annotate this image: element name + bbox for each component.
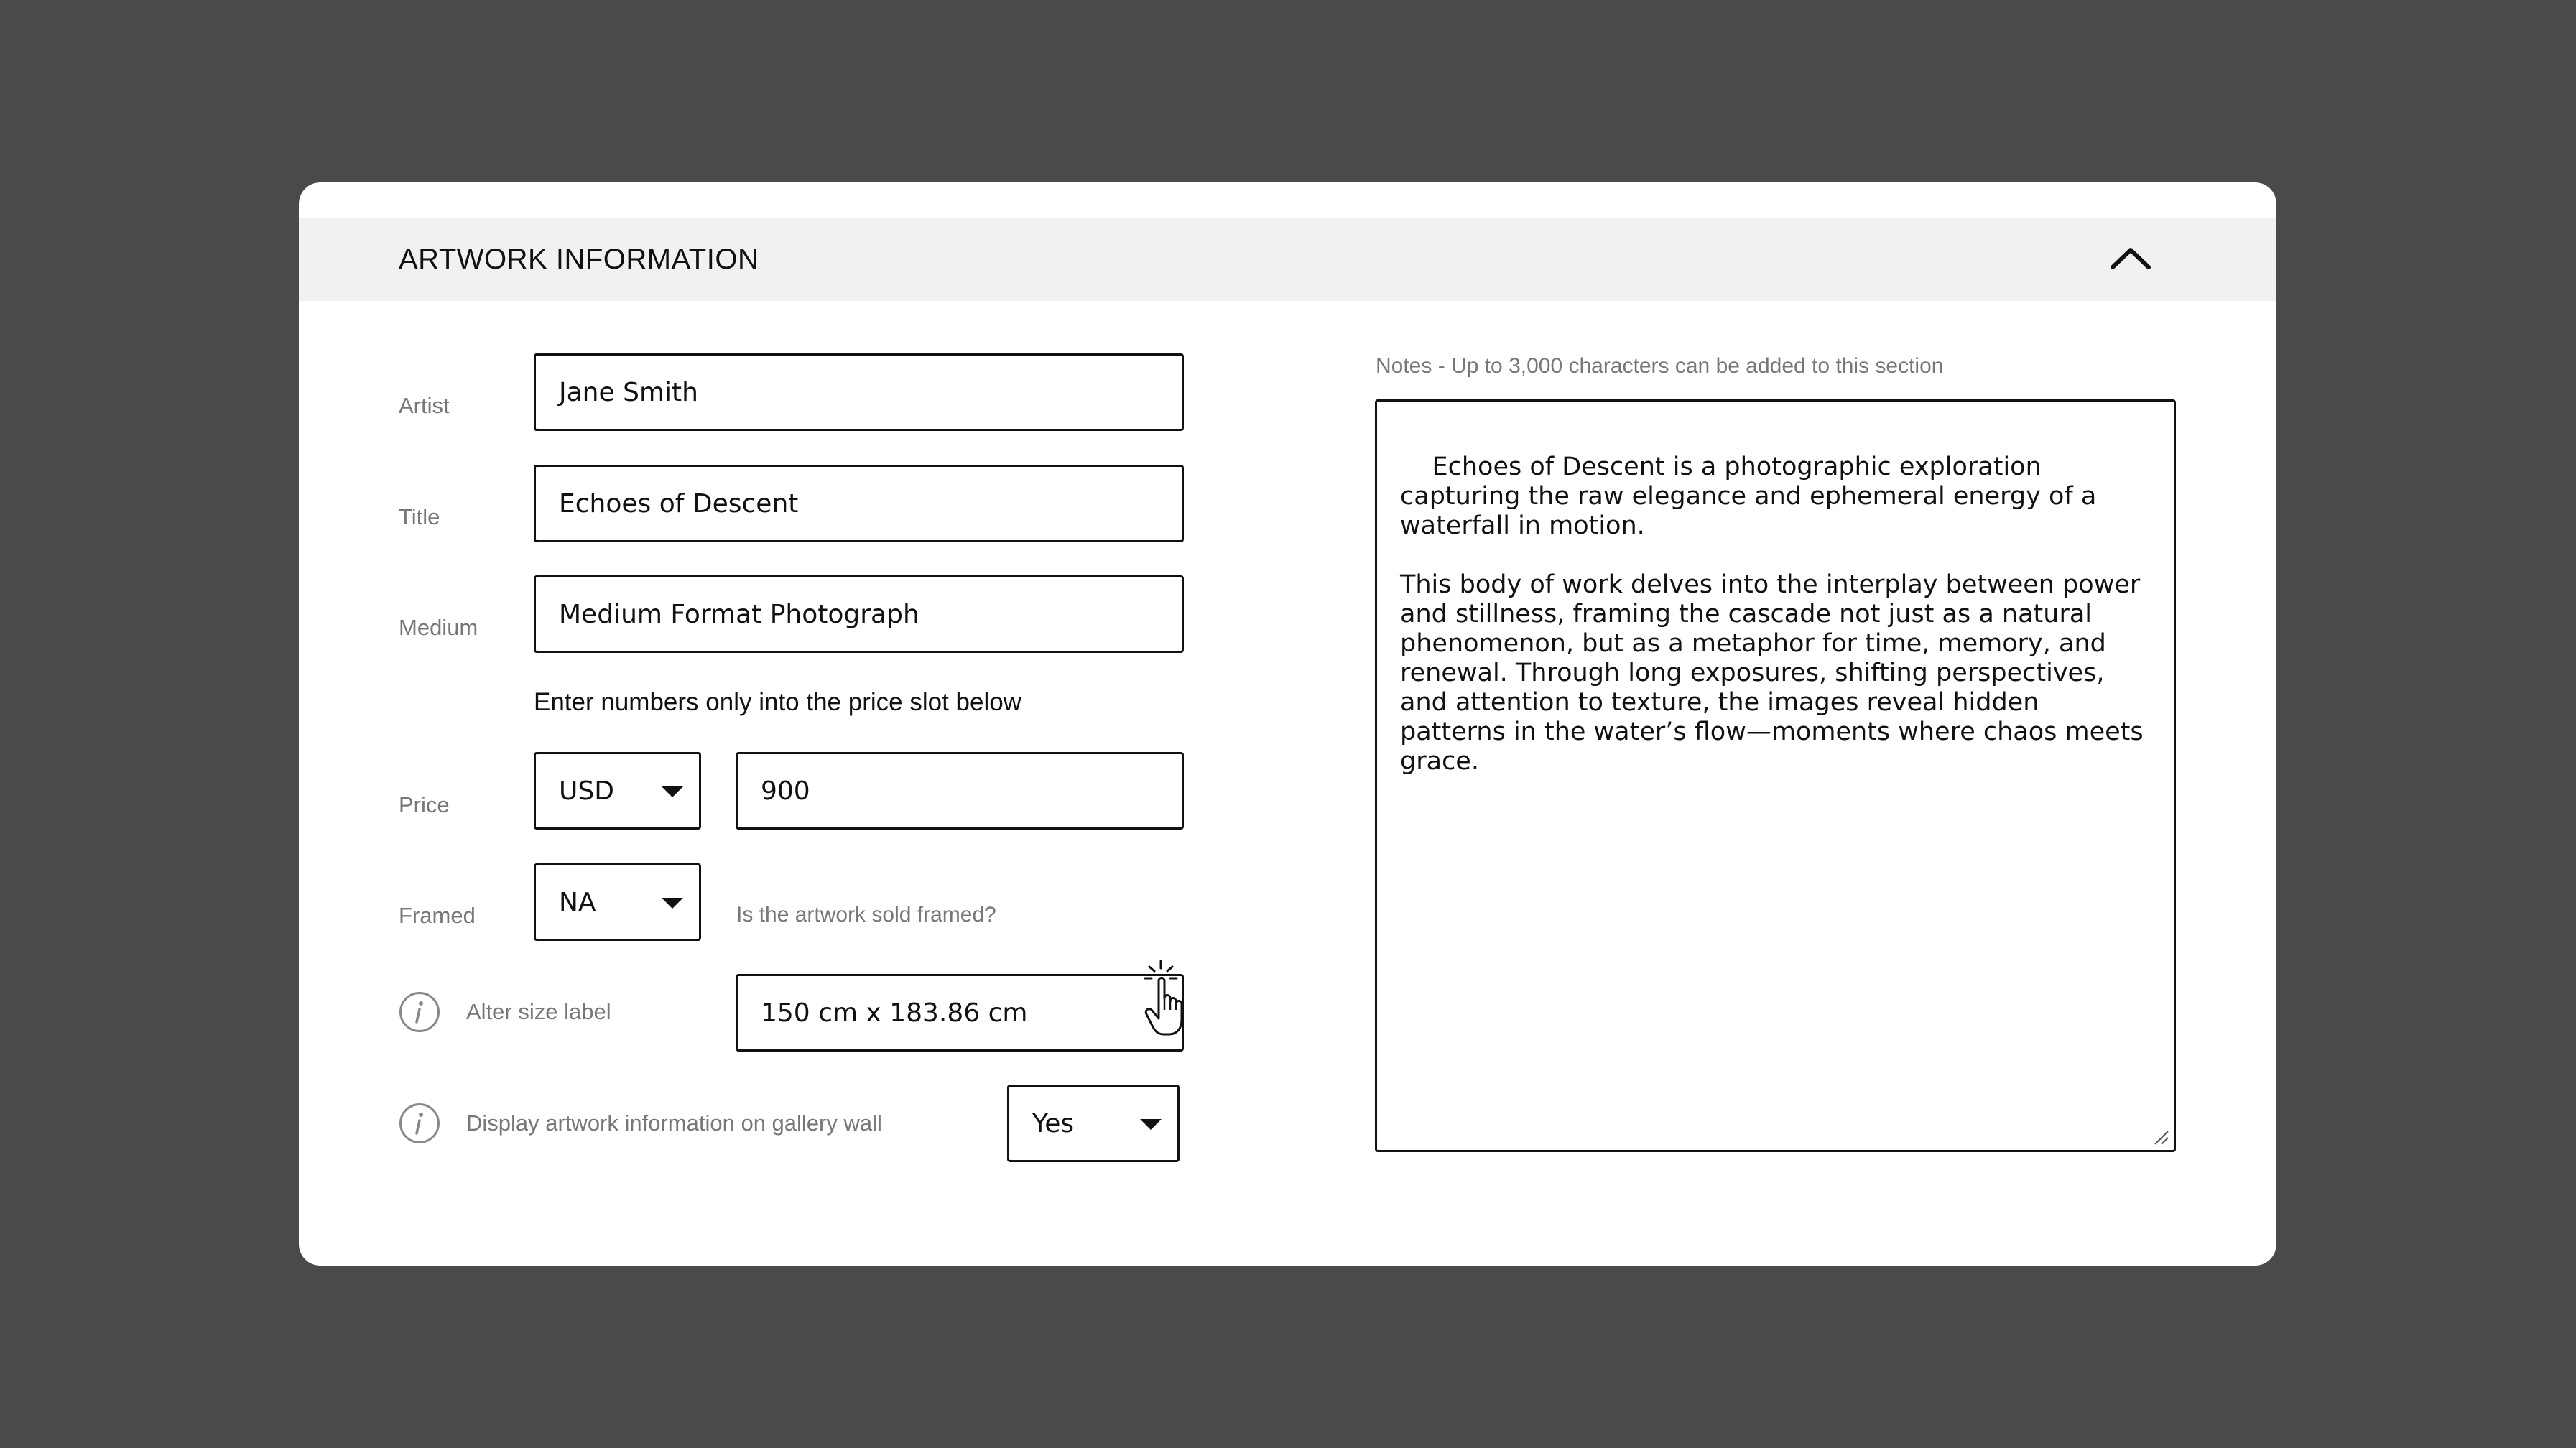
medium-label: Medium (399, 615, 478, 640)
medium-input[interactable]: Medium Format Photograph (534, 575, 1184, 653)
framed-helper: Is the artwork sold framed? (736, 903, 996, 927)
price-input[interactable]: 900 (736, 752, 1184, 830)
notes-text: Echoes of Descent is a photographic exploration capturing the raw elegance and ephemeral energy of a waterfall in motion. This body of work delves into the interplay between power and stillness, framing the cascade not just as a natural phenomenon, but as a metaphor for time, memory, and renewal. Through long exposures, shifting perspectives, and attention to texture, the images reveal hidden patterns in the water’s flow—moments where chaos meets grace. (1400, 452, 2144, 776)
resize-grip-icon[interactable] (2152, 1128, 2169, 1146)
section-title: ARTWORK INFORMATION (399, 243, 759, 275)
framed-label: Framed (399, 903, 476, 928)
notes-label: Notes - Up to 3,000 characters can be added to this section (1376, 354, 1944, 378)
framed-value: NA (559, 887, 596, 917)
framed-select[interactable] (534, 863, 701, 941)
title-input[interactable]: Echoes of Descent (534, 465, 1184, 542)
title-label: Title (399, 504, 440, 529)
chevron-up-icon[interactable] (2105, 240, 2156, 276)
gallery-label: Display artwork information on gallery wall (466, 1110, 882, 1136)
currency-select[interactable] (534, 752, 701, 830)
price-label: Price (399, 792, 450, 817)
size-label: Alter size label (466, 999, 611, 1024)
size-input[interactable]: 150 cm x 183.86 cm (736, 974, 1184, 1052)
section-header[interactable] (299, 218, 2276, 301)
artist-input[interactable]: Jane Smith (534, 353, 1184, 431)
chevron-down-icon (662, 898, 683, 909)
info-icon[interactable] (399, 991, 440, 1033)
gallery-select[interactable] (1007, 1085, 1180, 1162)
artist-label: Artist (399, 393, 450, 418)
price-hint: Enter numbers only into the price slot below (534, 688, 1021, 716)
chevron-down-icon (662, 786, 683, 797)
info-icon[interactable] (399, 1103, 440, 1144)
chevron-down-icon (1140, 1119, 1162, 1130)
gallery-value: Yes (1032, 1108, 1075, 1138)
currency-value: USD (559, 776, 614, 806)
notes-textarea[interactable] (1375, 399, 2176, 1152)
artwork-info-card (299, 182, 2276, 1266)
